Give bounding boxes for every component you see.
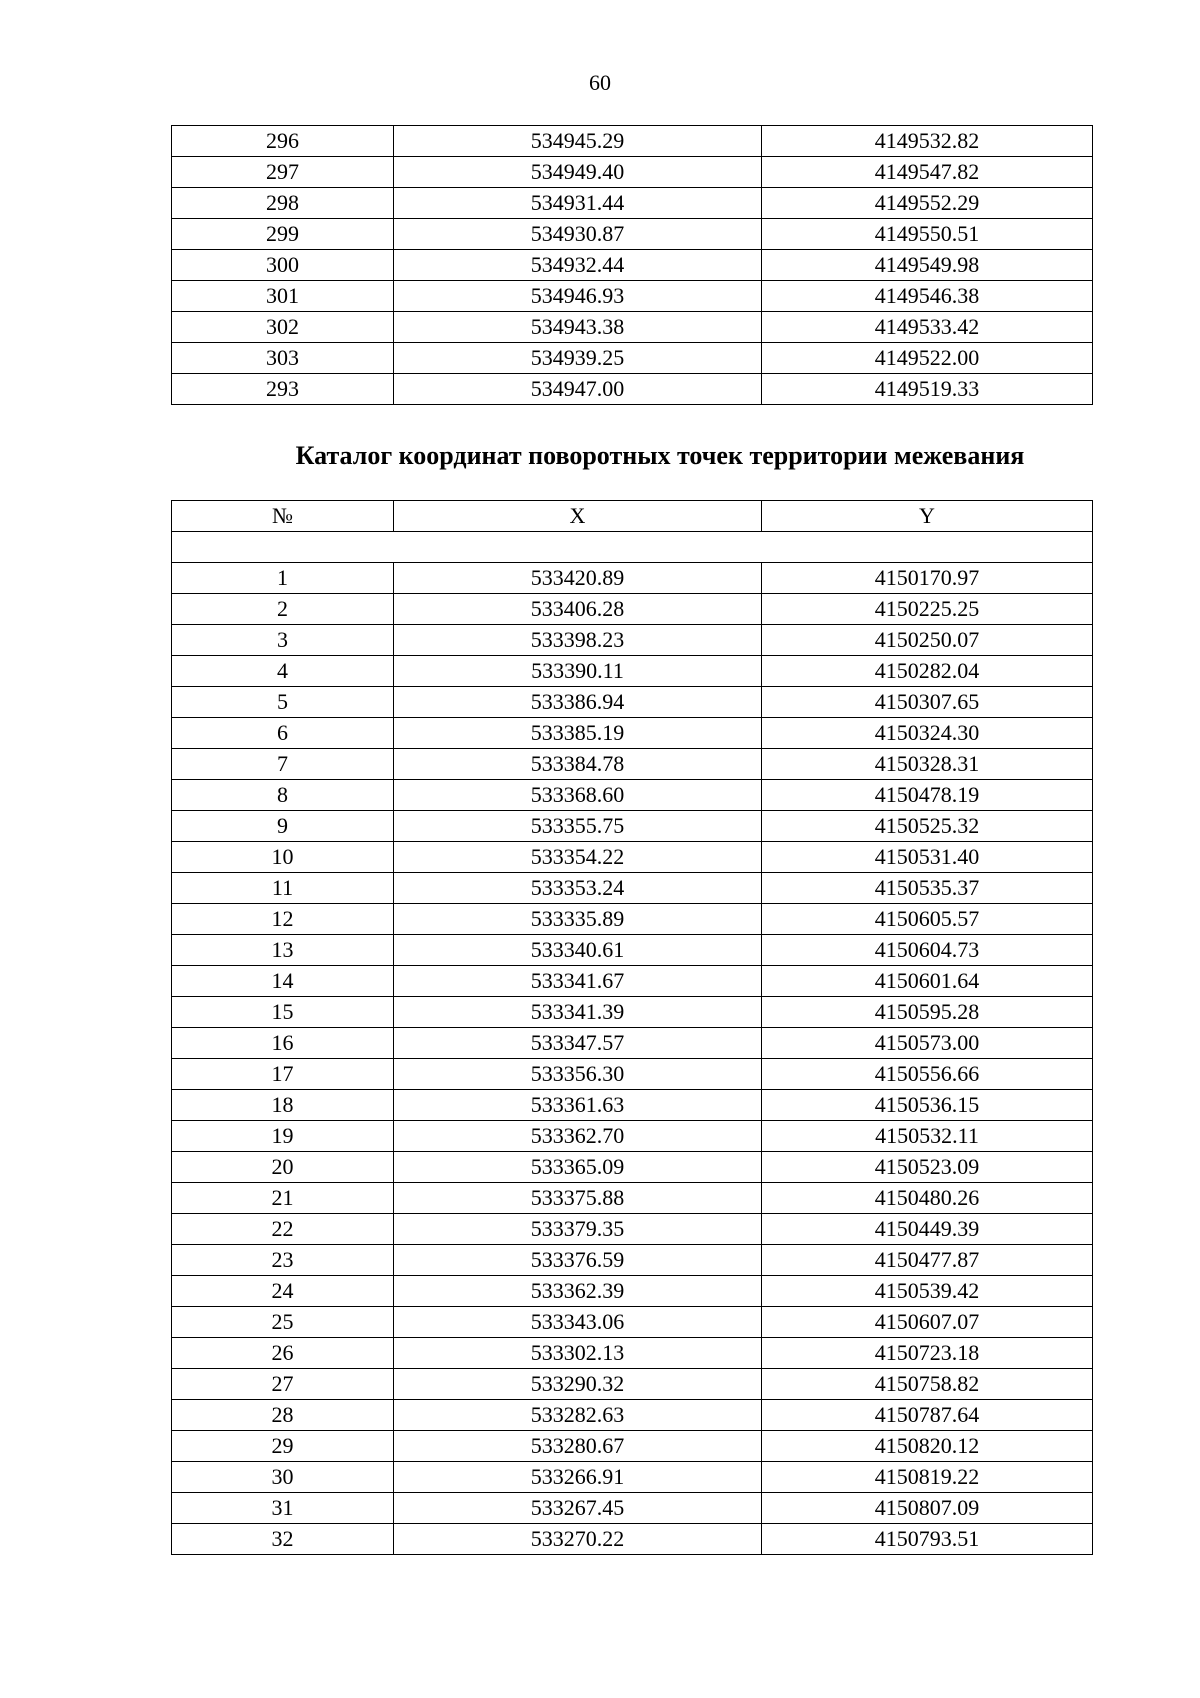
table-row — [172, 687, 1093, 718]
point-number-cell: 1 — [172, 563, 394, 594]
table-row — [172, 1245, 1093, 1276]
point-number-cell: 302 — [172, 312, 394, 343]
x-coordinate-cell: 534946.93 — [394, 281, 762, 312]
point-number-cell: 9 — [172, 811, 394, 842]
x-coordinate-cell: 533290.32 — [394, 1369, 762, 1400]
y-coordinate-cell: 4150787.64 — [762, 1400, 1093, 1431]
y-coordinate-cell: 4150324.30 — [762, 718, 1093, 749]
point-number-cell: 30 — [172, 1462, 394, 1493]
point-number-cell: 300 — [172, 250, 394, 281]
point-number-cell: 8 — [172, 780, 394, 811]
header-x: X — [394, 501, 762, 532]
point-number-cell: 20 — [172, 1152, 394, 1183]
y-coordinate-cell: 4150523.09 — [762, 1152, 1093, 1183]
point-number-cell: 4 — [172, 656, 394, 687]
table-row — [172, 126, 1093, 157]
table-row — [172, 966, 1093, 997]
y-coordinate-cell: 4150723.18 — [762, 1338, 1093, 1369]
y-coordinate-cell: 4150477.87 — [762, 1245, 1093, 1276]
point-number-cell: 5 — [172, 687, 394, 718]
point-number-cell: 7 — [172, 749, 394, 780]
y-coordinate-cell: 4149547.82 — [762, 157, 1093, 188]
point-number-cell: 293 — [172, 374, 394, 405]
y-coordinate-cell: 4150820.12 — [762, 1431, 1093, 1462]
x-coordinate-cell: 534931.44 — [394, 188, 762, 219]
x-coordinate-cell: 533398.23 — [394, 625, 762, 656]
y-coordinate-cell: 4150601.64 — [762, 966, 1093, 997]
header-y: Y — [762, 501, 1093, 532]
y-coordinate-cell: 4150225.25 — [762, 594, 1093, 625]
table-row — [172, 780, 1093, 811]
table-row — [172, 625, 1093, 656]
table-row — [172, 343, 1093, 374]
y-coordinate-cell: 4149549.98 — [762, 250, 1093, 281]
y-coordinate-cell: 4150535.37 — [762, 873, 1093, 904]
point-number-cell: 6 — [172, 718, 394, 749]
x-coordinate-cell: 534932.44 — [394, 250, 762, 281]
x-coordinate-cell: 533379.35 — [394, 1214, 762, 1245]
point-number-cell: 301 — [172, 281, 394, 312]
y-coordinate-cell: 4150819.22 — [762, 1462, 1093, 1493]
x-coordinate-cell: 533341.67 — [394, 966, 762, 997]
point-number-cell: 27 — [172, 1369, 394, 1400]
x-coordinate-cell: 534939.25 — [394, 343, 762, 374]
table-row — [172, 188, 1093, 219]
x-coordinate-cell: 533356.30 — [394, 1059, 762, 1090]
y-coordinate-cell: 4150307.65 — [762, 687, 1093, 718]
table-row — [172, 842, 1093, 873]
x-coordinate-cell: 533266.91 — [394, 1462, 762, 1493]
table-row — [172, 1400, 1093, 1431]
y-coordinate-cell: 4149532.82 — [762, 126, 1093, 157]
table-row — [172, 1431, 1093, 1462]
y-coordinate-cell: 4150170.97 — [762, 563, 1093, 594]
point-number-cell: 297 — [172, 157, 394, 188]
boundary-points-catalog-body — [172, 501, 1093, 1555]
y-coordinate-cell: 4149550.51 — [762, 219, 1093, 250]
x-coordinate-cell: 533365.09 — [394, 1152, 762, 1183]
table-row — [172, 997, 1093, 1028]
table-row — [172, 1524, 1093, 1555]
table-row — [172, 1462, 1093, 1493]
table-row — [172, 1214, 1093, 1245]
x-coordinate-cell: 533362.70 — [394, 1121, 762, 1152]
point-number-cell: 21 — [172, 1183, 394, 1214]
x-coordinate-cell: 533280.67 — [394, 1431, 762, 1462]
table-row — [172, 312, 1093, 343]
table-row — [172, 563, 1093, 594]
table-row — [172, 1152, 1093, 1183]
point-number-cell: 2 — [172, 594, 394, 625]
x-coordinate-cell: 533406.28 — [394, 594, 762, 625]
header-number: № — [172, 501, 394, 532]
x-coordinate-cell: 533335.89 — [394, 904, 762, 935]
table-row — [172, 1307, 1093, 1338]
y-coordinate-cell: 4150607.07 — [762, 1307, 1093, 1338]
point-number-cell: 18 — [172, 1090, 394, 1121]
point-number-cell: 303 — [172, 343, 394, 374]
table-row — [172, 1059, 1093, 1090]
y-coordinate-cell: 4150807.09 — [762, 1493, 1093, 1524]
y-coordinate-cell: 4149522.00 — [762, 343, 1093, 374]
y-coordinate-cell: 4149533.42 — [762, 312, 1093, 343]
table-row — [172, 1121, 1093, 1152]
x-coordinate-cell: 533420.89 — [394, 563, 762, 594]
point-number-cell: 13 — [172, 935, 394, 966]
x-coordinate-cell: 533384.78 — [394, 749, 762, 780]
table-row — [172, 1183, 1093, 1214]
table-row — [172, 1028, 1093, 1059]
y-coordinate-cell: 4149546.38 — [762, 281, 1093, 312]
point-number-cell: 28 — [172, 1400, 394, 1431]
point-number-cell: 3 — [172, 625, 394, 656]
y-coordinate-cell: 4150556.66 — [762, 1059, 1093, 1090]
y-coordinate-cell: 4150478.19 — [762, 780, 1093, 811]
point-number-cell: 29 — [172, 1431, 394, 1462]
x-coordinate-cell: 534930.87 — [394, 219, 762, 250]
point-number-cell: 10 — [172, 842, 394, 873]
x-coordinate-cell: 533343.06 — [394, 1307, 762, 1338]
y-coordinate-cell: 4150250.07 — [762, 625, 1093, 656]
y-coordinate-cell: 4150282.04 — [762, 656, 1093, 687]
x-coordinate-cell: 534943.38 — [394, 312, 762, 343]
point-number-cell: 15 — [172, 997, 394, 1028]
y-coordinate-cell: 4150328.31 — [762, 749, 1093, 780]
point-number-cell: 298 — [172, 188, 394, 219]
y-coordinate-cell: 4150536.15 — [762, 1090, 1093, 1121]
table-row — [172, 1338, 1093, 1369]
y-coordinate-cell: 4150531.40 — [762, 842, 1093, 873]
section-title: Каталог координат поворотных точек территории межевания — [295, 441, 1025, 470]
point-number-cell: 25 — [172, 1307, 394, 1338]
table-row — [172, 1493, 1093, 1524]
table-header-row — [172, 501, 1093, 532]
x-coordinate-cell: 534947.00 — [394, 374, 762, 405]
table-row — [172, 1276, 1093, 1307]
table-row — [172, 594, 1093, 625]
point-number-cell: 32 — [172, 1524, 394, 1555]
x-coordinate-cell: 533302.13 — [394, 1338, 762, 1369]
table-row — [172, 811, 1093, 842]
table-row — [172, 374, 1093, 405]
x-coordinate-cell: 533376.59 — [394, 1245, 762, 1276]
y-coordinate-cell: 4150449.39 — [762, 1214, 1093, 1245]
point-number-cell: 16 — [172, 1028, 394, 1059]
table-row — [172, 935, 1093, 966]
empty-separator-row — [172, 532, 1093, 563]
y-coordinate-cell: 4150595.28 — [762, 997, 1093, 1028]
x-coordinate-cell: 533354.22 — [394, 842, 762, 873]
table-row — [172, 904, 1093, 935]
coordinates-table-continued-body — [172, 126, 1093, 405]
x-coordinate-cell: 533353.24 — [394, 873, 762, 904]
x-coordinate-cell: 533375.88 — [394, 1183, 762, 1214]
table-row — [172, 749, 1093, 780]
y-coordinate-cell: 4150758.82 — [762, 1369, 1093, 1400]
point-number-cell: 23 — [172, 1245, 394, 1276]
table-row — [172, 250, 1093, 281]
table-row — [172, 219, 1093, 250]
table-row — [172, 281, 1093, 312]
point-number-cell: 22 — [172, 1214, 394, 1245]
x-coordinate-cell: 533361.63 — [394, 1090, 762, 1121]
table-row — [172, 157, 1093, 188]
y-coordinate-cell: 4150532.11 — [762, 1121, 1093, 1152]
point-number-cell: 296 — [172, 126, 394, 157]
point-number-cell: 17 — [172, 1059, 394, 1090]
point-number-cell: 26 — [172, 1338, 394, 1369]
table-row — [172, 656, 1093, 687]
y-coordinate-cell: 4150480.26 — [762, 1183, 1093, 1214]
table-row — [172, 1090, 1093, 1121]
x-coordinate-cell: 533340.61 — [394, 935, 762, 966]
point-number-cell: 24 — [172, 1276, 394, 1307]
y-coordinate-cell: 4150605.57 — [762, 904, 1093, 935]
point-number-cell: 299 — [172, 219, 394, 250]
point-number-cell: 12 — [172, 904, 394, 935]
x-coordinate-cell: 533368.60 — [394, 780, 762, 811]
y-coordinate-cell: 4150793.51 — [762, 1524, 1093, 1555]
boundary-points-catalog-table — [171, 500, 1093, 1555]
empty-cell — [172, 532, 1093, 563]
y-coordinate-cell: 4150604.73 — [762, 935, 1093, 966]
x-coordinate-cell: 533347.57 — [394, 1028, 762, 1059]
y-coordinate-cell: 4150525.32 — [762, 811, 1093, 842]
x-coordinate-cell: 534949.40 — [394, 157, 762, 188]
x-coordinate-cell: 533390.11 — [394, 656, 762, 687]
x-coordinate-cell: 533282.63 — [394, 1400, 762, 1431]
point-number-cell: 11 — [172, 873, 394, 904]
point-number-cell: 14 — [172, 966, 394, 997]
x-coordinate-cell: 533385.19 — [394, 718, 762, 749]
y-coordinate-cell: 4150539.42 — [762, 1276, 1093, 1307]
table-row — [172, 873, 1093, 904]
x-coordinate-cell: 533267.45 — [394, 1493, 762, 1524]
table-row — [172, 1369, 1093, 1400]
x-coordinate-cell: 534945.29 — [394, 126, 762, 157]
y-coordinate-cell: 4149552.29 — [762, 188, 1093, 219]
x-coordinate-cell: 533386.94 — [394, 687, 762, 718]
point-number-cell: 31 — [172, 1493, 394, 1524]
x-coordinate-cell: 533362.39 — [394, 1276, 762, 1307]
x-coordinate-cell: 533270.22 — [394, 1524, 762, 1555]
point-number-cell: 19 — [172, 1121, 394, 1152]
y-coordinate-cell: 4149519.33 — [762, 374, 1093, 405]
x-coordinate-cell: 533341.39 — [394, 997, 762, 1028]
table-row — [172, 718, 1093, 749]
x-coordinate-cell: 533355.75 — [394, 811, 762, 842]
y-coordinate-cell: 4150573.00 — [762, 1028, 1093, 1059]
coordinates-table-continued — [171, 125, 1093, 405]
page-number: 60 — [589, 70, 611, 95]
